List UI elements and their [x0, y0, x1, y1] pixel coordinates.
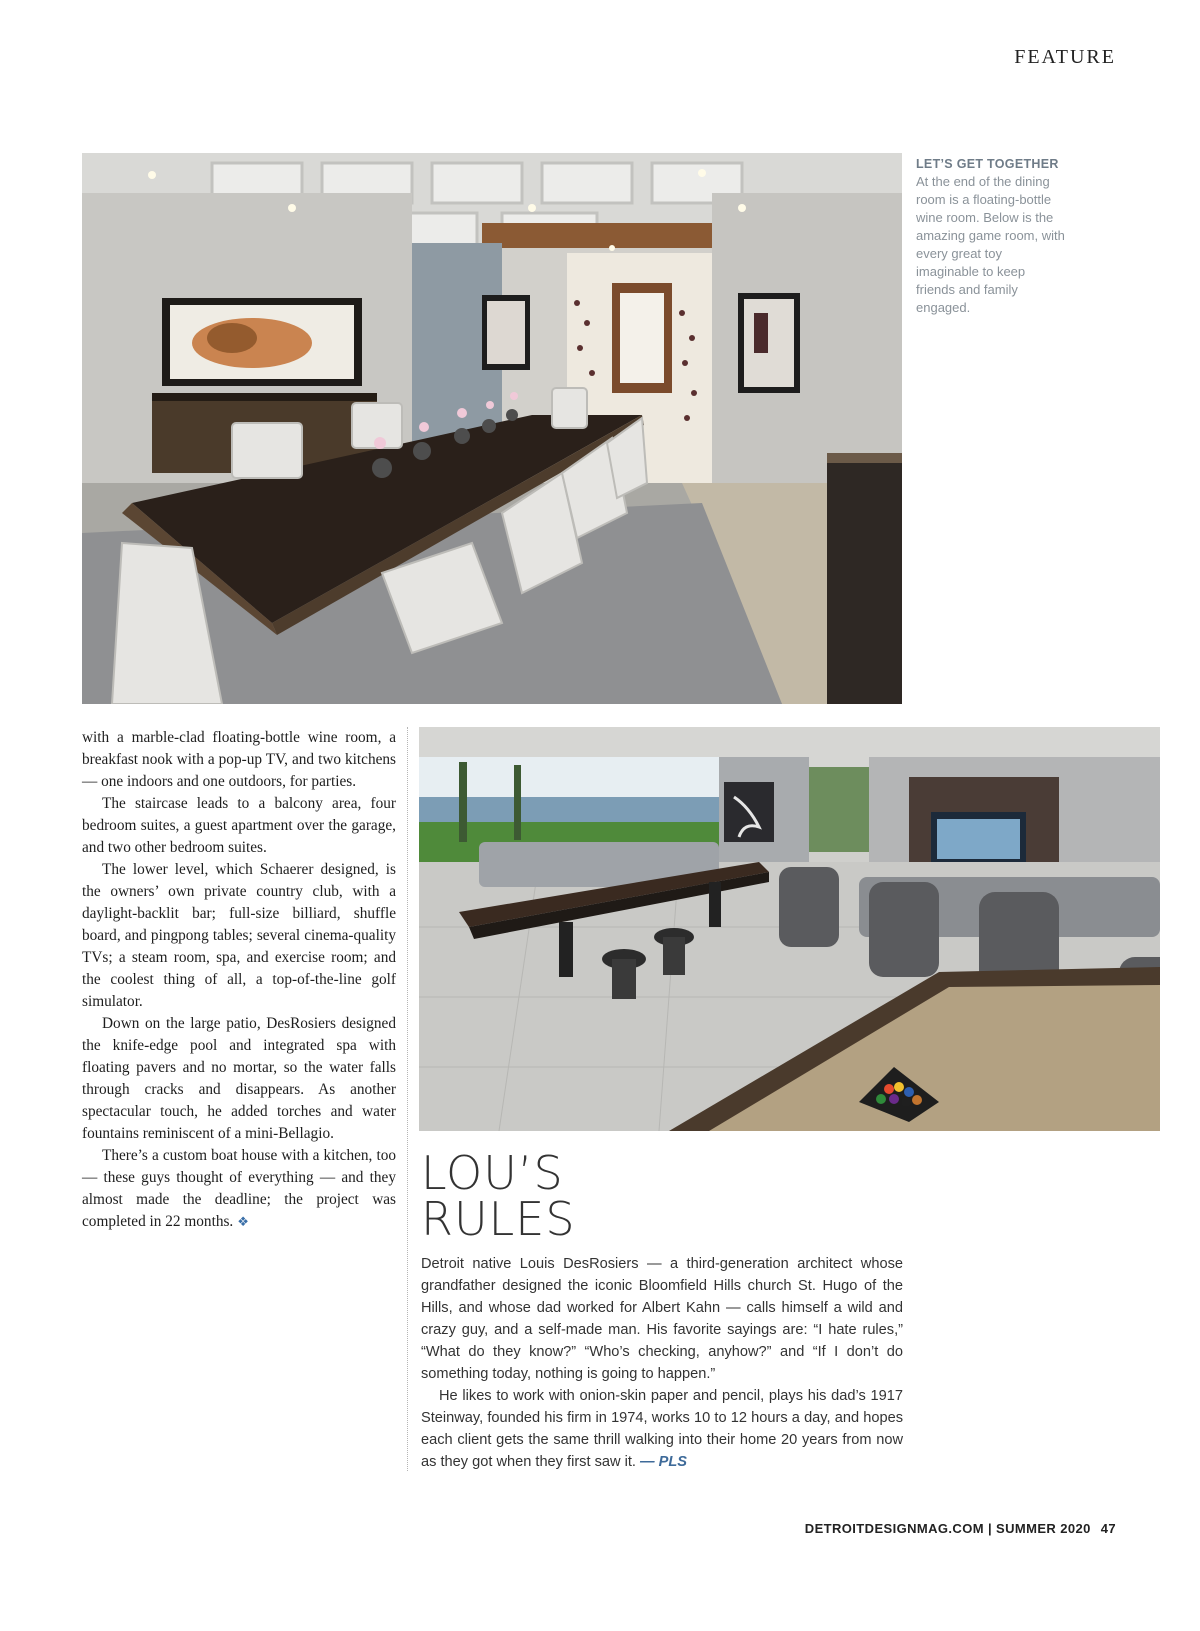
sidebar-title-line: RULES [421, 1192, 576, 1246]
column-divider [407, 727, 408, 1471]
sidebar-paragraph [421, 1385, 903, 1473]
sidebar-body [421, 1253, 903, 1473]
caption-text: At the end of the dining room is a floating-bottle wine room. Below is the amazing game room, with every great toy imaginable to keep friends and family engaged. [916, 174, 1065, 315]
footer-publication: DETROITDESIGNMAG.COM | SUMMER 2020 [804, 1521, 1091, 1536]
article-body [82, 727, 396, 1233]
sidebar-paragraph: Detroit native Louis DesRosiers — a third-generation architect whose grandfather designed the iconic Bloomfield Hills church St. Hugo of the Hills, and whose dad worked for Albert Kahn — calls himself a wild and crazy guy, and a self-made man. His favorite sayings are: “I hate rules,” “What do they know?” “Who’s checking, anyhow?” and “If I don’t do something today, nothing is going to happen.” [421, 1256, 903, 1382]
page-number: 47 [1100, 1521, 1116, 1536]
end-mark-icon: ❖ [237, 1214, 249, 1229]
article-paragraph: The lower level, which Schaerer designed, is the owners’ own private country club, with a daylight-backlit bar; full-size billiard, shuffle board, and pingpong tables; several cinema-quality TVs; a steam room, spa, and exercise room; and the coolest thing of all, a top-of-the-line golf simulator. [82, 861, 396, 1010]
sidebar-paragraph-text: He likes to work with onion-skin paper and pencil, plays his dad’s 1917 Steinway, founded his firm in 1974, works 10 to 12 hours a day, and hopes each client gets the same thrill walking into their home 20 years from now as they got when they first saw it. [421, 1388, 903, 1470]
dining-room-photo [82, 153, 902, 704]
section-label: FEATURE [1014, 46, 1116, 68]
article-paragraph-text: There’s a custom boat house with a kitchen, too — these guys thought of everything — and they almost made the deadline; the project was completed in 22 months. [82, 1147, 396, 1230]
game-room-photo [419, 727, 1160, 1131]
page-footer [805, 1521, 1116, 1536]
article-paragraph: with a marble-clad floating-bottle wine room, a breakfast nook with a pop-up TV, and two kitchens — one indoors and one outdoors, for parties. [82, 729, 396, 790]
sidebar-title [421, 1146, 576, 1246]
article-paragraph [82, 1145, 396, 1233]
sidebar-title-line: LOU’S [421, 1146, 564, 1200]
photo-caption [916, 155, 1066, 317]
caption-heading: LET’S GET TOGETHER [916, 157, 1059, 171]
author-signature: — PLS [640, 1454, 688, 1470]
article-paragraph: The staircase leads to a balcony area, four bedroom suites, a guest apartment over the garage, and two other bedroom suites. [82, 795, 396, 856]
article-paragraph: Down on the large patio, DesRosiers designed the knife-edge pool and integrated spa with floating pavers and no mortar, so the water falls through cracks and disappears. As another spectacular touch, he added torches and water fountains reminiscent of a mini-Bellagio. [82, 1015, 396, 1142]
